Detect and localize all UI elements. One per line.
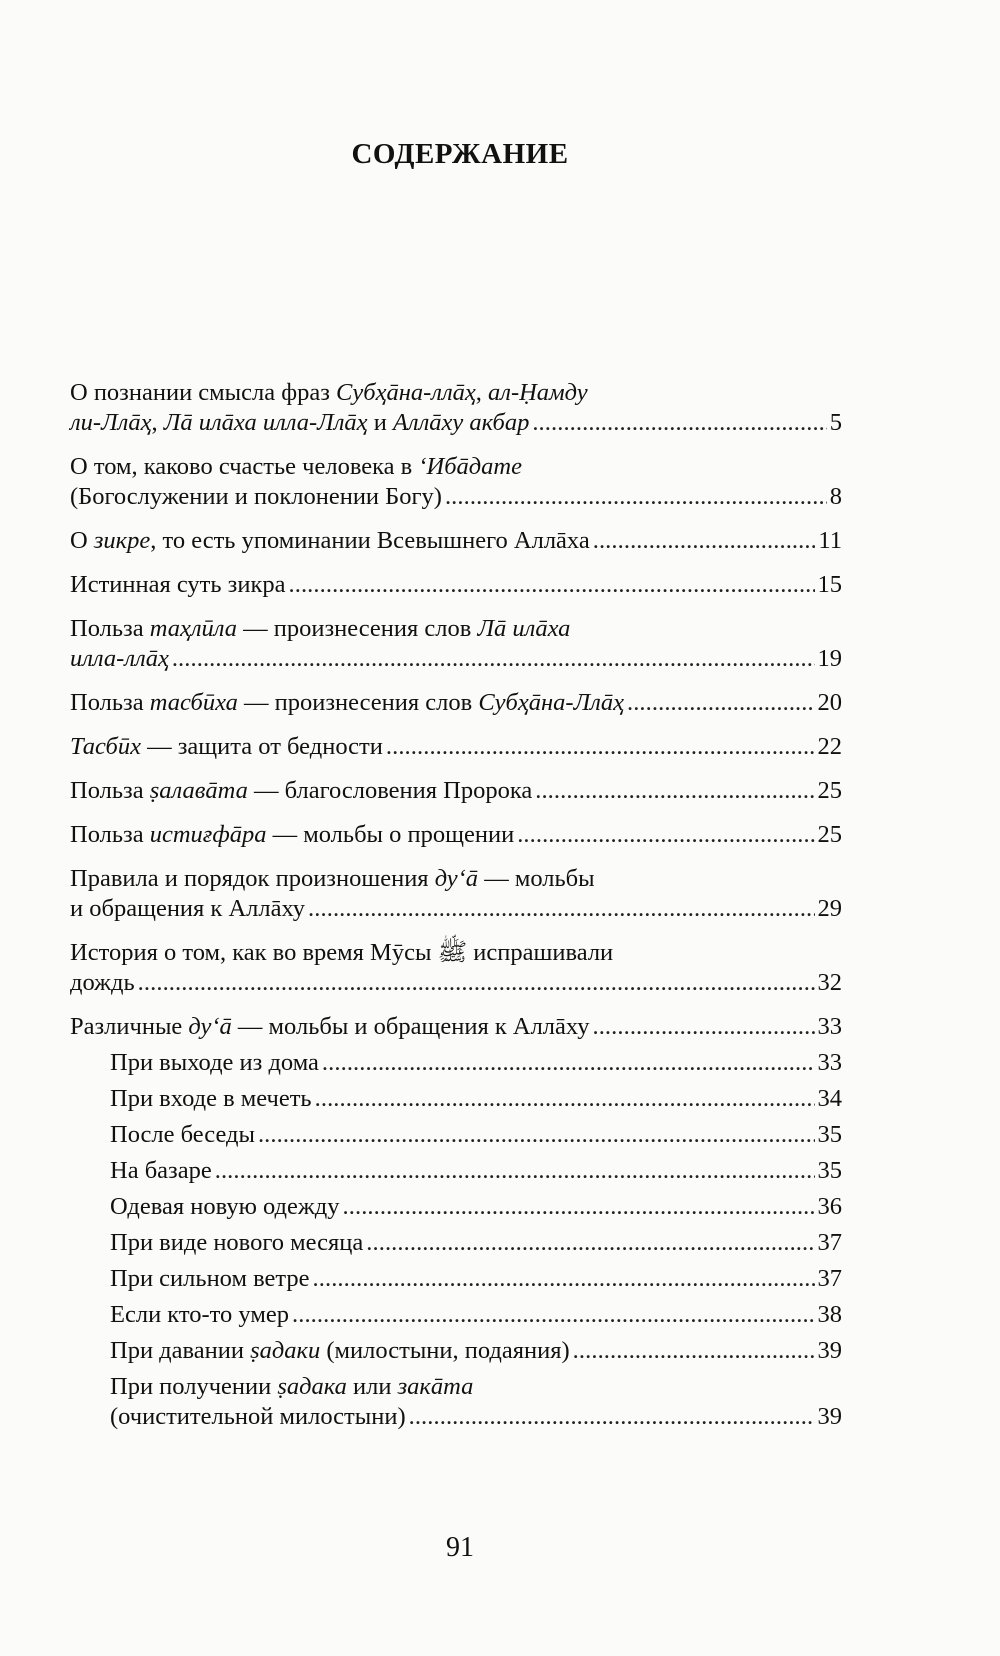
entry-title (70, 688, 624, 718)
dot-leader (409, 1402, 815, 1432)
entry-page-number: 11 (818, 527, 842, 554)
italic-term: Аллāху акбар (392, 409, 530, 436)
entry-page-number: 37 (817, 1265, 842, 1292)
entry-title (110, 1336, 570, 1366)
entry-title (110, 1156, 212, 1186)
entry-line (70, 452, 842, 482)
italic-term: ‘Ибāдате (418, 453, 522, 480)
entry-text: — мольбы о прощении (266, 821, 515, 848)
entry-text: На базаре (110, 1157, 212, 1184)
entry-line-with-page (110, 1402, 842, 1432)
entry-text: и обращения к Аллāху (70, 895, 306, 922)
entry-page-number: 39 (817, 1337, 842, 1364)
entry-page-number: 19 (817, 645, 842, 672)
toc-subentry[interactable] (110, 1372, 842, 1432)
entry-text: О том, каково счастье человека в (70, 453, 419, 480)
entry-text: , (151, 409, 164, 436)
entry-line-with-page (70, 1012, 842, 1042)
entry-page-number: 35 (817, 1121, 842, 1148)
toc-subentry[interactable] (110, 1228, 842, 1258)
entry-title (110, 1264, 310, 1294)
entry-title (70, 1012, 589, 1042)
dot-leader (308, 894, 814, 924)
entry-page-number: 35 (817, 1157, 842, 1184)
entry-line-with-page (110, 1120, 842, 1150)
entry-title (70, 776, 532, 806)
entry-title (70, 820, 514, 850)
entry-text: (очистительной милостыни) (110, 1403, 406, 1430)
toc-subentry[interactable] (110, 1336, 842, 1366)
entry-title (110, 1084, 312, 1114)
italic-term: Лā илāха (477, 615, 571, 642)
entry-line-with-page (110, 1048, 842, 1078)
dot-leader (573, 1336, 815, 1366)
dot-leader (445, 482, 827, 512)
entry-text: При давании (110, 1337, 251, 1364)
entry-text: После беседы (110, 1121, 255, 1148)
entry-text: или (346, 1373, 398, 1400)
entry-line-with-page (70, 570, 842, 600)
toc-entry[interactable] (70, 378, 842, 438)
entry-text: — мольбы и обращения к Аллāху (231, 1013, 590, 1040)
entry-line-with-page (70, 482, 842, 512)
entry-line-with-page (110, 1228, 842, 1258)
entry-title (110, 1228, 363, 1258)
entry-page-number: 25 (817, 821, 842, 848)
entry-line (70, 938, 842, 968)
entry-title (70, 968, 135, 998)
entry-page-number: 29 (817, 895, 842, 922)
entry-title (70, 482, 442, 512)
dot-leader (592, 1012, 814, 1042)
dot-leader (138, 968, 815, 998)
entry-title (110, 1120, 255, 1150)
entry-page-number: 33 (817, 1049, 842, 1076)
entry-page-number: 32 (817, 969, 842, 996)
italic-term: закāта (397, 1373, 474, 1400)
toc-entry[interactable] (70, 776, 842, 806)
entry-line-with-page (110, 1192, 842, 1222)
dot-leader (289, 570, 815, 600)
entry-page-number: 15 (817, 571, 842, 598)
entry-line-with-page (110, 1156, 842, 1186)
entry-text: , (475, 379, 489, 406)
dot-leader (313, 1264, 815, 1294)
dot-leader (215, 1156, 815, 1186)
toc-subentry[interactable] (110, 1192, 842, 1222)
entry-text: Правила и порядок произношения (70, 865, 435, 892)
entry-text: и (367, 409, 393, 436)
page-number: 91 (446, 1532, 474, 1563)
entry-line-with-page (70, 968, 842, 998)
italic-term: Субҳāна-Ллāҳ (478, 689, 624, 716)
dot-leader (172, 644, 815, 674)
entry-line-with-page (70, 820, 842, 850)
entry-title (70, 526, 590, 556)
entry-text: дождь (70, 969, 135, 996)
dot-leader (322, 1048, 815, 1078)
entry-text: Истинная суть зикра (70, 571, 286, 598)
entry-line (70, 378, 842, 408)
entry-text: Польза (70, 777, 150, 804)
entry-page-number: 34 (817, 1085, 842, 1112)
dot-leader (593, 526, 816, 556)
entry-text: Различные (70, 1013, 189, 1040)
entry-text: Польза (70, 821, 150, 848)
entry-page-number: 20 (817, 689, 842, 716)
entry-text: История о том, как во время Мӯсы ﷺ испрашивали (70, 939, 614, 966)
entry-page-number: 38 (817, 1301, 842, 1328)
entry-line-with-page (70, 408, 842, 438)
italic-term: ли-Ллāҳ (70, 409, 152, 436)
toc-subentry[interactable] (110, 1120, 842, 1150)
entry-text: Если кто-то умер (110, 1301, 289, 1328)
italic-term: Субҳāна-ллāҳ (336, 379, 476, 406)
dot-leader (366, 1228, 814, 1258)
entry-title (110, 1048, 319, 1078)
toc-subentry[interactable] (110, 1156, 842, 1186)
entry-text: (Богослужении и поклонении Богу) (70, 483, 442, 510)
entry-text: О познании смысла фраз (70, 379, 337, 406)
entry-text: При получении (110, 1373, 278, 1400)
entry-line (110, 1372, 842, 1402)
entry-line-with-page (110, 1084, 842, 1114)
entry-text: Одевая новую одежду (110, 1193, 340, 1220)
entry-text: — произнесения слов (237, 689, 479, 716)
italic-term: ду‘ā (434, 865, 479, 892)
italic-term: ду‘ā (188, 1013, 232, 1040)
entry-line-with-page (70, 644, 842, 674)
toc-entry[interactable] (70, 938, 842, 998)
toc-entry[interactable] (70, 526, 842, 556)
dot-leader (386, 732, 815, 762)
toc-entry[interactable] (70, 864, 842, 924)
entry-text: При входе в мечеть (110, 1085, 312, 1112)
entry-title (70, 894, 305, 924)
entry-line-with-page (70, 526, 842, 556)
toc-subentry[interactable] (110, 1084, 842, 1114)
entry-text: Польза (70, 689, 150, 716)
entry-text: — мольбы (478, 865, 595, 892)
dot-leader (258, 1120, 815, 1150)
entry-line-with-page (110, 1264, 842, 1294)
entry-text: — благословения Пророка (247, 777, 533, 804)
toc-entry[interactable] (70, 614, 842, 674)
entry-page-number: 22 (817, 733, 842, 760)
entry-text: При сильном ветре (110, 1265, 310, 1292)
entry-text: , то есть упоминании Всевышнего Аллāха (150, 527, 590, 554)
entry-line-with-page (110, 1336, 842, 1366)
entry-text: Польза (70, 615, 150, 642)
entry-line-with-page (70, 732, 842, 762)
toc-subentry[interactable] (110, 1264, 842, 1294)
italic-term: зикре (93, 527, 151, 554)
entry-text: При виде нового месяца (110, 1229, 364, 1256)
italic-term: ал-Ḥамду (488, 379, 588, 406)
italic-term: ṣалавāта (149, 777, 248, 804)
entry-title (110, 1192, 340, 1222)
entry-line-with-page (70, 894, 842, 924)
entry-text: — защита от бедности (141, 733, 383, 760)
entry-page-number: 37 (817, 1229, 842, 1256)
entry-page-number: 8 (829, 483, 842, 510)
toc-entry[interactable] (70, 452, 842, 512)
entry-title (70, 408, 529, 438)
entry-line (70, 614, 842, 644)
entry-page-number: 25 (817, 777, 842, 804)
entry-page-number: 36 (817, 1193, 842, 1220)
entry-page-number: 33 (817, 1013, 842, 1040)
page-title: СОДЕРЖАНИЕ (351, 138, 569, 170)
toc-entry[interactable] (70, 570, 842, 600)
toc-entry[interactable] (70, 732, 842, 762)
entry-line-with-page (70, 776, 842, 806)
entry-text: При выходе из дома (110, 1049, 319, 1076)
toc-subentry[interactable] (110, 1300, 842, 1330)
italic-term: таҳлūла (149, 615, 237, 642)
entry-title (70, 732, 383, 762)
table-of-contents (70, 378, 842, 1438)
entry-title (70, 644, 169, 674)
italic-term: Тасбūх (70, 733, 141, 760)
entry-line (70, 864, 842, 894)
dot-leader (292, 1300, 815, 1330)
entry-line-with-page (70, 688, 842, 718)
italic-term: ṣадака (277, 1373, 347, 1400)
entry-line-with-page (110, 1300, 842, 1330)
entry-title (110, 1300, 289, 1330)
dot-leader (627, 688, 815, 718)
toc-subentry[interactable] (110, 1048, 842, 1078)
dot-leader (532, 408, 826, 438)
italic-term: истиғфāра (149, 821, 267, 848)
dot-leader (343, 1192, 815, 1222)
italic-term: тасбūха (149, 689, 238, 716)
dot-leader (535, 776, 814, 806)
entry-title (110, 1402, 406, 1432)
entry-text: О (70, 527, 94, 554)
dot-leader (517, 820, 814, 850)
toc-entry[interactable] (70, 688, 842, 718)
italic-term: ṣадаки (250, 1337, 321, 1364)
entry-page-number: 5 (829, 409, 842, 436)
toc-entry[interactable] (70, 820, 842, 850)
entry-title (70, 570, 286, 600)
entry-text: — произнесения слов (236, 615, 478, 642)
entry-page-number: 39 (817, 1403, 842, 1430)
italic-term: илла-ллāҳ (70, 645, 169, 672)
toc-entry[interactable] (70, 1012, 842, 1042)
italic-term: Лā илāха илла-Ллāҳ (163, 409, 368, 436)
entry-text: (милостыни, подаяния) (320, 1337, 570, 1364)
dot-leader (315, 1084, 815, 1114)
